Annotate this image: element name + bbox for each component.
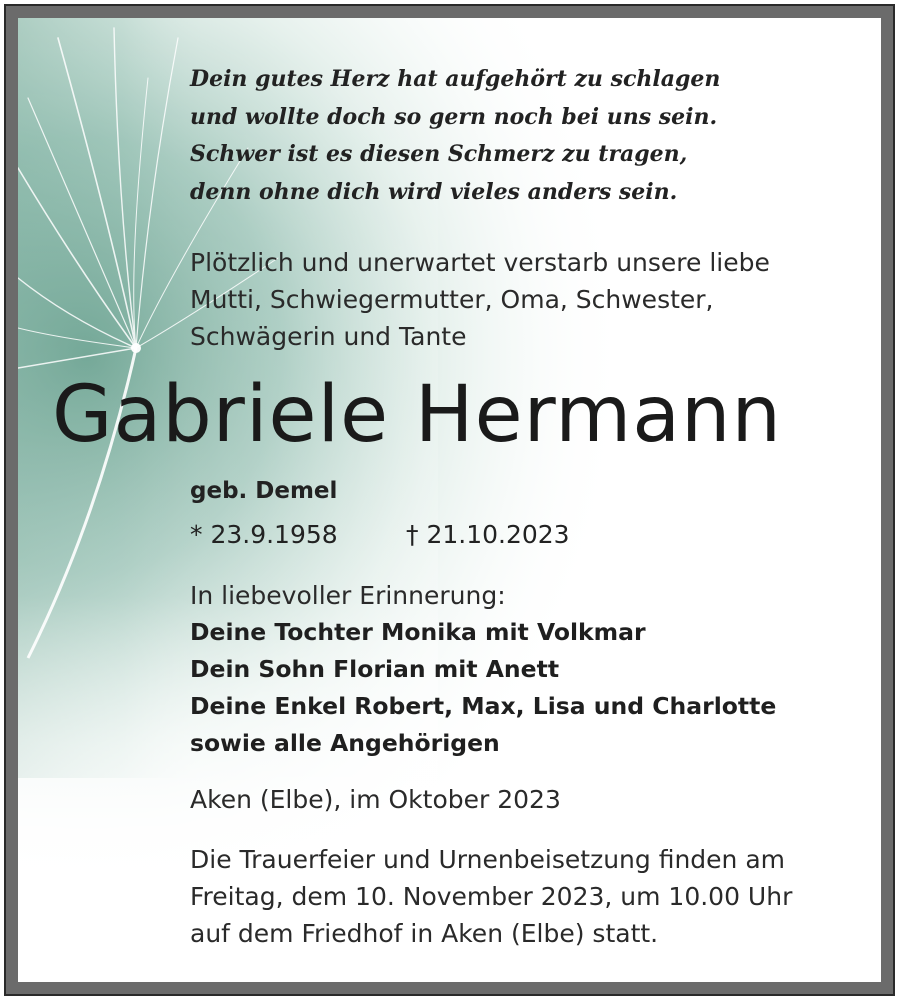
family-member-line: Deine Tochter Monika mit Volkmar [190, 618, 646, 646]
family-list [190, 614, 776, 762]
funeral-notice: Die Trauerfeier und Urnenbeisetzung finden am Freitag, dem 10. November 2023, um 10.00 Uhr auf dem Friedhof in Aken (Elbe) statt. [190, 845, 793, 948]
birth-date: * 23.9.1958 [190, 520, 338, 549]
poem: Dein gutes Herz hat aufgehört zu schlagen und wollte doch so gern noch bei uns sein. Schwer ist es diesen Schmerz zu tragen, denn ohne dich wird vieles anders sein. [190, 66, 721, 205]
death-announcement-intro: Plötzlich und unerwartet verstarb unsere liebe Mutti, Schwiegermutter, Oma, Schwester, Schwägerin und Tante [190, 248, 770, 351]
family-member-line: Deine Enkel Robert, Max, Lisa und Charlotte [190, 692, 777, 720]
death-date: † 21.10.2023 [406, 520, 570, 549]
life-dates [190, 520, 570, 549]
family-member-line: sowie alle Angehörigen [190, 729, 500, 757]
place-and-date: Aken (Elbe), im Oktober 2023 [190, 785, 561, 814]
memory-heading: In liebevoller Erinnerung: [190, 581, 506, 610]
family-member-line: Dein Sohn Florian mit Anett [190, 655, 560, 683]
birth-name: geb. Demel [190, 478, 338, 504]
deceased-name: Gabriele Hermann [52, 370, 782, 460]
obituary-frame [6, 6, 893, 994]
